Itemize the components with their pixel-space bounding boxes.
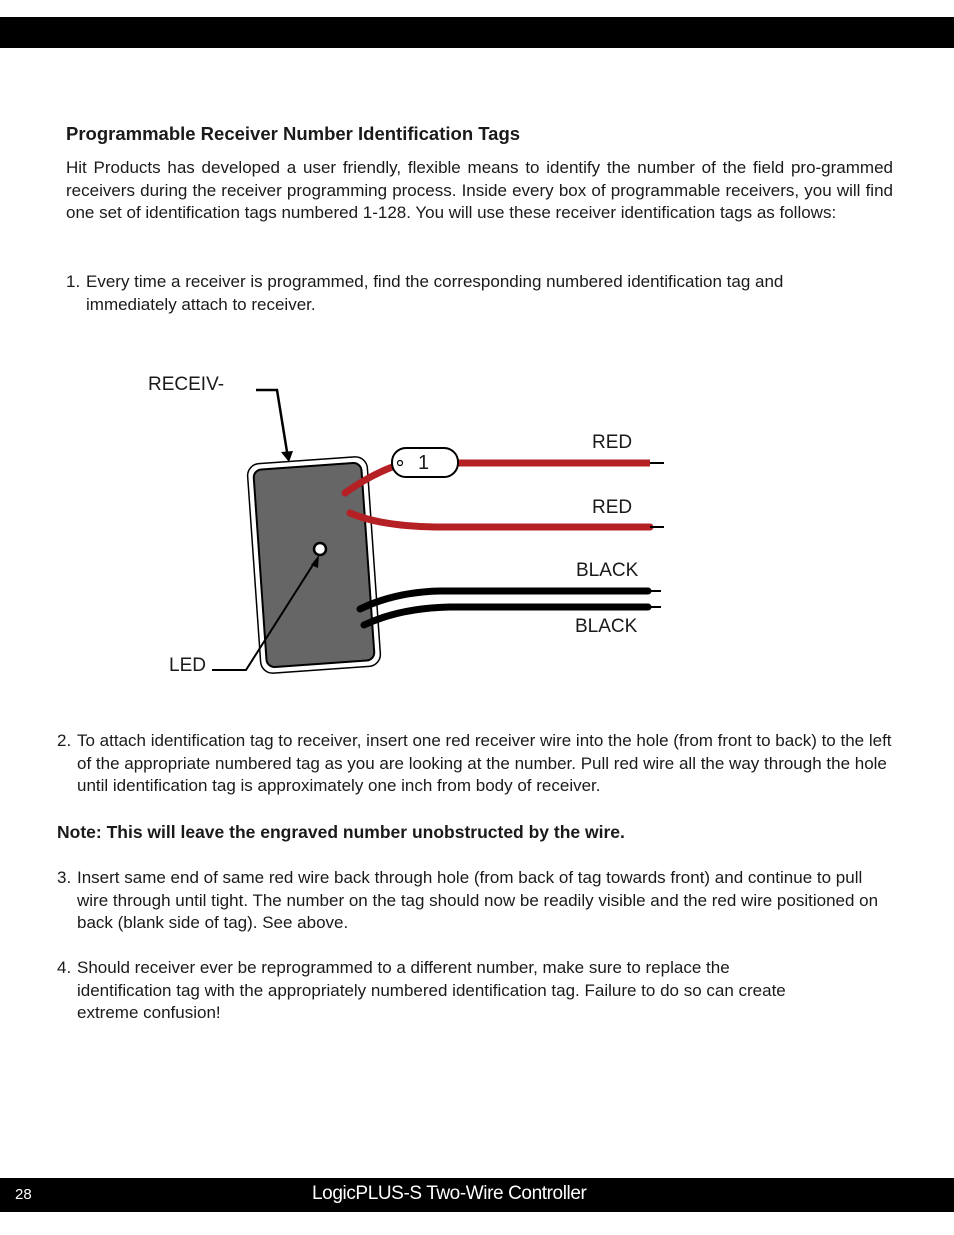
step-3 <box>57 867 897 935</box>
wire-label-black-2: BLACK <box>575 616 638 637</box>
header-bar <box>0 17 954 48</box>
page-number: 28 <box>15 1186 32 1203</box>
step-4 <box>57 957 817 1025</box>
receiver-diagram <box>0 360 954 690</box>
receiver-label: RECEIV- <box>148 374 225 395</box>
step-text: Every time a receiver is programmed, find the corresponding numbered identification tag and immediately attach to receiver. <box>86 272 784 314</box>
intro-paragraph: Hit Products has developed a user friendly, flexible means to identify the number of the field pro-grammed receivers during the receiver programming process. Inside every box of programmable receivers, you will find one set of identification tags numbered 1-128. You will use these receiver identification tags as follows: <box>66 158 893 222</box>
wire-label-red-1: RED <box>592 432 633 453</box>
section-title: Programmable Receiver Number Identification Tags <box>66 123 521 144</box>
id-tag-hole <box>398 461 403 466</box>
led-indicator <box>314 543 326 555</box>
step-text: Insert same end of same red wire back through hole (from back of tag towards front) and continue to pull wire through until tight. The number on the tag should now be readily visible and the red wire positioned on back (blank side of tag). See above. <box>77 868 879 932</box>
step-number: 4. <box>57 958 72 977</box>
step-text: Should receiver ever be reprogrammed to a different number, make sure to replace the identification tag with the appropriately numbered identification tag. Failure to do so can create extreme confusion! <box>77 958 786 1022</box>
step-1 <box>66 271 866 316</box>
wire-label-red-2: RED <box>592 497 633 518</box>
led-label: LED <box>169 655 206 676</box>
wire-label-black-1: BLACK <box>576 560 639 581</box>
id-tag-number: 1 <box>418 452 430 474</box>
step-number: 3. <box>57 868 72 887</box>
receiver-callout-line <box>256 390 288 458</box>
note: Note: This will leave the engraved number unobstructed by the wire. <box>57 822 625 842</box>
footer-bar <box>0 1178 954 1212</box>
footer-title: LogicPLUS-S Two-Wire Controller <box>312 1183 587 1204</box>
step-text: To attach identification tag to receiver, insert one red receiver wire into the hole (from front to back) to the left of the appropriate numbered tag as you are looking at the number. Pull red wire all the way through the hole until identification tag is approximately one inch from body of receiver. <box>77 731 892 795</box>
step-2 <box>57 730 902 798</box>
step-number: 1. <box>66 272 81 291</box>
receiver-arrowhead <box>281 451 293 462</box>
step-number: 2. <box>57 731 72 750</box>
